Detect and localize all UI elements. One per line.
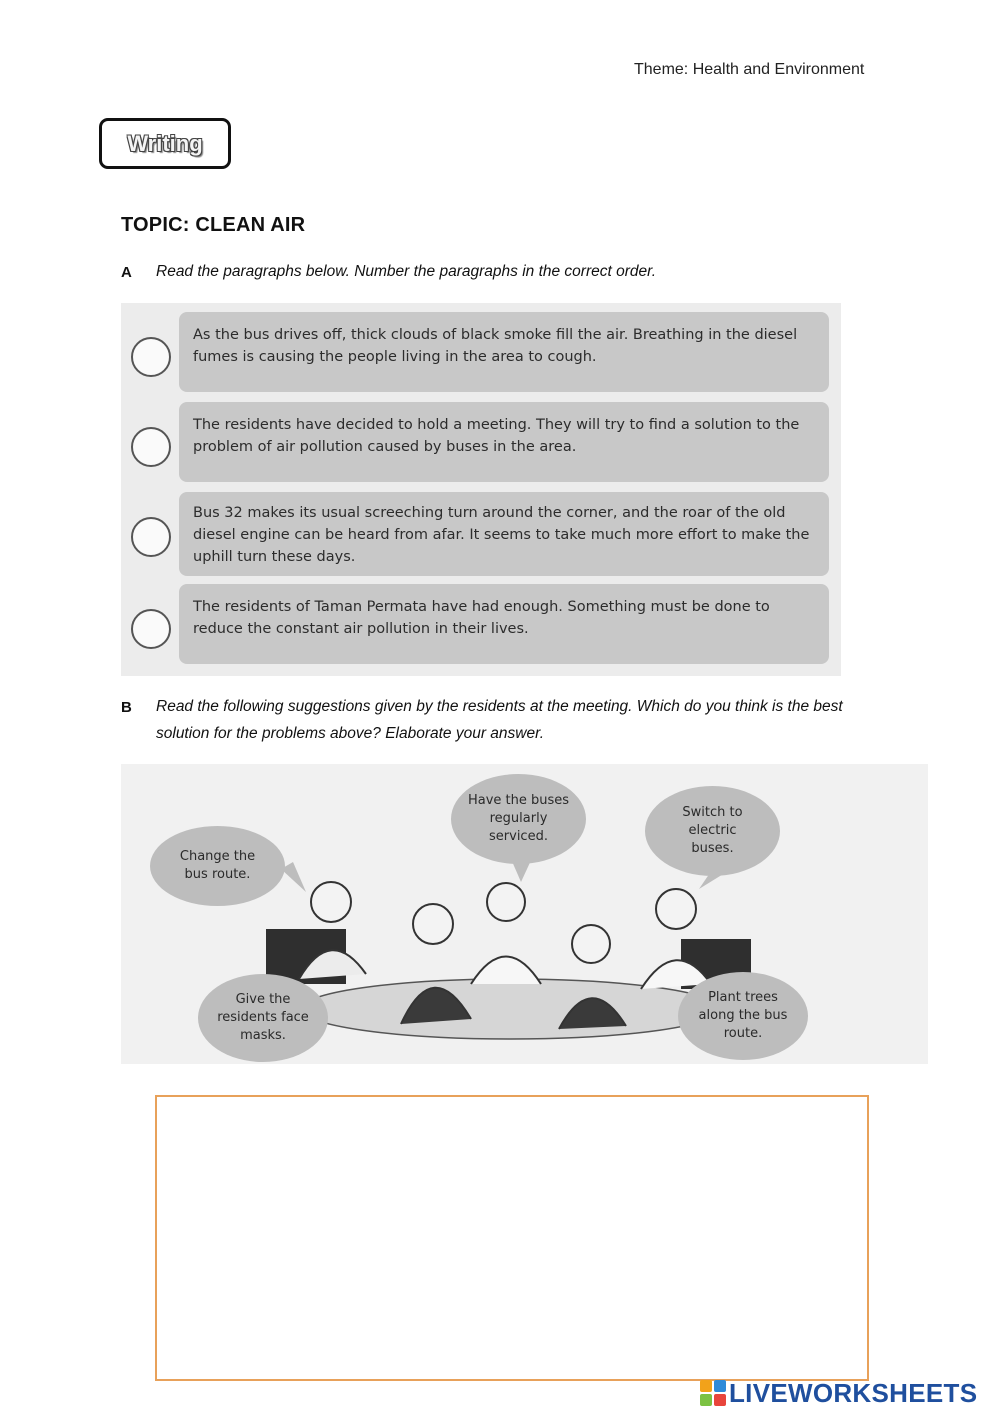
question-b-instruction: Read the following suggestions given by the residents at the meeting. Which do you think is the best solution for the problems above? Elaborate your answer. (156, 698, 843, 742)
question-a-instruction: Read the paragraphs below. Number the paragraphs in the correct order. (156, 263, 657, 280)
brand-footer (700, 1378, 977, 1408)
liveworksheets-logo-icon (700, 1380, 726, 1406)
suggestion-text: Switch to electric buses. (682, 805, 743, 856)
brand-name: LIVEWORKSHEETS (729, 1377, 978, 1408)
suggestion-bubble (645, 786, 780, 876)
paragraph-row (121, 581, 841, 667)
paragraph-row (121, 309, 841, 395)
answer-textbox[interactable] (155, 1095, 869, 1381)
suggestion-bubble (678, 972, 808, 1060)
theme-header: Theme: Health and Environment (634, 61, 865, 78)
section-label-box (99, 118, 231, 169)
paragraph-row (121, 399, 841, 485)
suggestion-text: Have the buses regularly serviced. (467, 793, 570, 844)
meeting-illustration (121, 764, 928, 1064)
suggestion-bubble (451, 774, 586, 864)
paragraph-text: The residents have decided to hold a meeting. They will try to find a solution to the problem of air pollution caused by buses in the area. (179, 402, 829, 482)
paragraph-text: Bus 32 makes its usual screeching turn around the corner, and the roar of the old diesel engine can be heard from afar. It seems to take much more effort to make the uphill turn these days. (179, 492, 829, 576)
paragraph-row (121, 489, 841, 575)
suggestion-bubble (198, 974, 328, 1062)
section-label: Writing (127, 130, 203, 156)
suggestion-text: Give the residents face masks. (217, 992, 309, 1043)
paragraph-text: As the bus drives off, thick clouds of black smoke fill the air. Breathing in the diesel fumes is causing the people living in the area to cough. (179, 312, 829, 392)
order-number-input[interactable] (131, 517, 171, 557)
order-number-input[interactable] (131, 427, 171, 467)
topic-title: TOPIC: CLEAN AIR (121, 214, 306, 236)
paragraph-order-panel (121, 303, 841, 676)
question-b-letter: B (121, 699, 132, 716)
order-number-input[interactable] (131, 337, 171, 377)
suggestion-text: Change the bus route. (179, 849, 256, 882)
suggestion-bubble (150, 826, 285, 906)
suggestion-text: Plant trees along the bus route. (698, 990, 788, 1041)
question-a-letter: A (121, 264, 132, 281)
order-number-input[interactable] (131, 609, 171, 649)
paragraph-text: The residents of Taman Permata have had enough. Something must be done to reduce the constant air pollution in their lives. (179, 584, 829, 664)
